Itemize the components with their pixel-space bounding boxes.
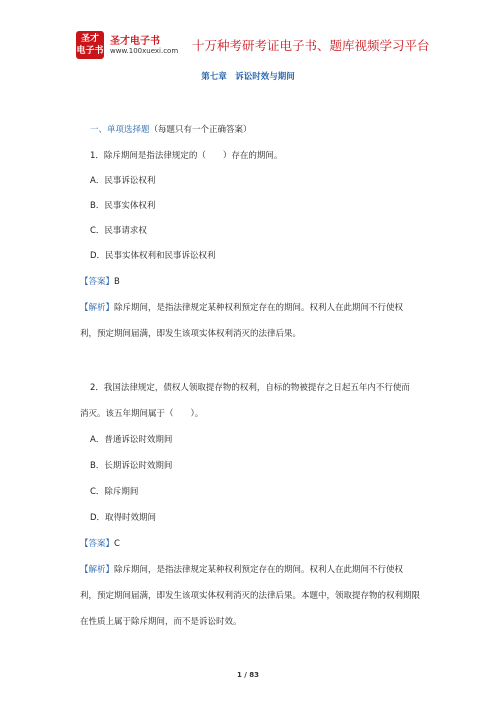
question-2-option-a: A．普通诉讼时效期间 [90,435,173,445]
section-note: （每题只有一个正确答案） [149,125,252,135]
section-heading [90,123,252,135]
question-2-option-d: D．取得时效期间 [90,513,157,523]
explanation-tag: 【解析】 [80,303,115,313]
explanation-text: 除斥期间，是指法律规定某种权利预定存在的期间。权利人在此期间不行使权 [114,565,404,575]
question-1-option-c: C．民事请求权 [90,226,147,236]
question-1-explanation-line-1 [80,301,403,313]
question-2-stem-line-1: 2．我国法律规定，债权人领取提存物的权利，自标的物被提存之日起五年内不行使而 [90,383,410,393]
section-title: 一、单项选择题 [90,125,150,135]
page-header [72,28,432,62]
site-url[interactable]: www.100xuexi.com [110,47,179,55]
answer-value: B [114,277,120,287]
question-2-explanation-line-1 [80,563,403,575]
question-2-option-b: B．长期诉讼时效期间 [90,461,173,471]
explanation-text: 除斥期间，是指法律规定某种权利预定存在的期间。权利人在此期间不行使权 [114,303,404,313]
brand-logo[interactable] [76,31,104,59]
page-number: 1 / 83 [236,671,260,679]
answer-tag: 【答案】 [80,277,115,287]
question-2-option-c: C．除斥期间 [90,487,139,497]
logo-text-bottom: 电子书 [76,46,104,56]
chapter-title: 第七章 诉讼时效与期间 [201,72,295,82]
question-2-explanation-line-3: 在性质上属于除斥期间，而不是诉讼时效。 [80,617,242,627]
question-1-answer [80,275,120,287]
question-1-option-b: B．民事实体权利 [90,201,156,211]
header-slogan: 十万种考研考证电子书、题库视频学习平台 [192,38,430,53]
question-2-explanation-line-2: 利，预定期间届满，即发生该项实体权利消灭的法律后果。本题中，领取提存物的权利期限 [80,591,421,601]
question-1-explanation-line-2: 利，预定期间届满，即发生该项实体权利消灭的法律后果。 [80,329,302,339]
question-2-stem-line-2: 消灭。该五年期间属于（ ）。 [80,409,204,419]
question-1-stem: 1．除斥期间是指法律规定的（ ）存在的期间。 [90,151,283,161]
logo-text-top: 圣才 [80,34,99,44]
brand-name: 圣才电子书 [110,36,160,47]
question-1-option-d: D．民事实体权利和民事诉讼权利 [90,251,216,261]
question-1-option-a: A．民事诉讼权利 [90,176,156,186]
answer-tag: 【答案】 [80,539,115,549]
explanation-tag: 【解析】 [80,565,115,575]
answer-value: C [114,539,120,549]
question-2-answer [80,537,120,549]
